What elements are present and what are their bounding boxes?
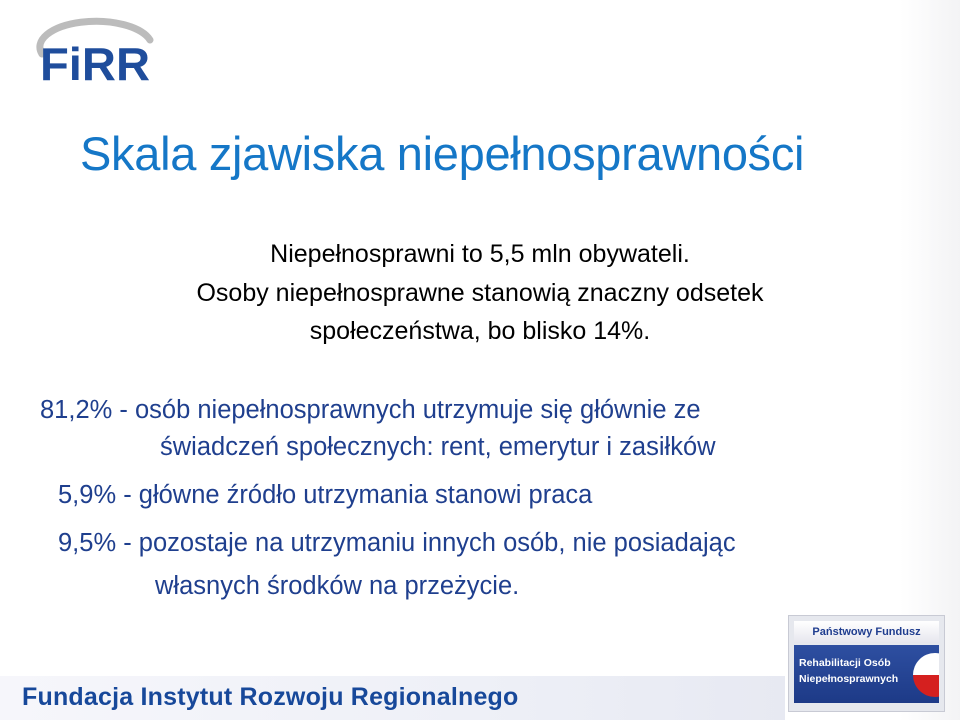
intro-line-2: Osoby niepełnosprawne stanowią znaczny odsetek	[196, 279, 764, 307]
stat-1-line-1: 81,2% - osób niepełnosprawnych utrzymuje się głównie ze	[40, 396, 701, 424]
page-title: Skala zjawiska niepełnosprawności	[80, 127, 805, 180]
pfron-line-3: Niepełnosprawnych	[799, 673, 899, 685]
pfron-line-1: Państwowy Fundusz	[794, 621, 939, 643]
pfron-blue-panel	[794, 645, 939, 703]
slide-edge-shade	[900, 0, 960, 720]
stat-1-line-2: świadczeń społecznych: rent, emerytur i zasiłków	[160, 433, 716, 461]
stat-3-line-1: 9,5% - pozostaje na utrzymaniu innych osób, nie posiadając	[58, 529, 736, 557]
pfron-logo	[788, 615, 945, 712]
pfron-emblem-icon	[913, 653, 939, 697]
logo-text: FiRR	[40, 38, 150, 89]
pfron-line-2: Rehabilitacji Osób	[799, 657, 891, 669]
footer-org-name: Fundacja Instytut Rozwoju Regionalnego	[22, 683, 519, 711]
intro-line-1: Niepełnosprawni to 5,5 mln obywateli.	[270, 240, 690, 268]
intro-line-3: społeczeństwa, bo blisko 14%.	[309, 317, 651, 345]
stat-2-line-1: 5,9% - główne źródło utrzymania stanowi praca	[58, 481, 593, 509]
stat-3-line-2: własnych środków na przeżycie.	[155, 572, 520, 600]
firr-logo	[20, 14, 160, 89]
